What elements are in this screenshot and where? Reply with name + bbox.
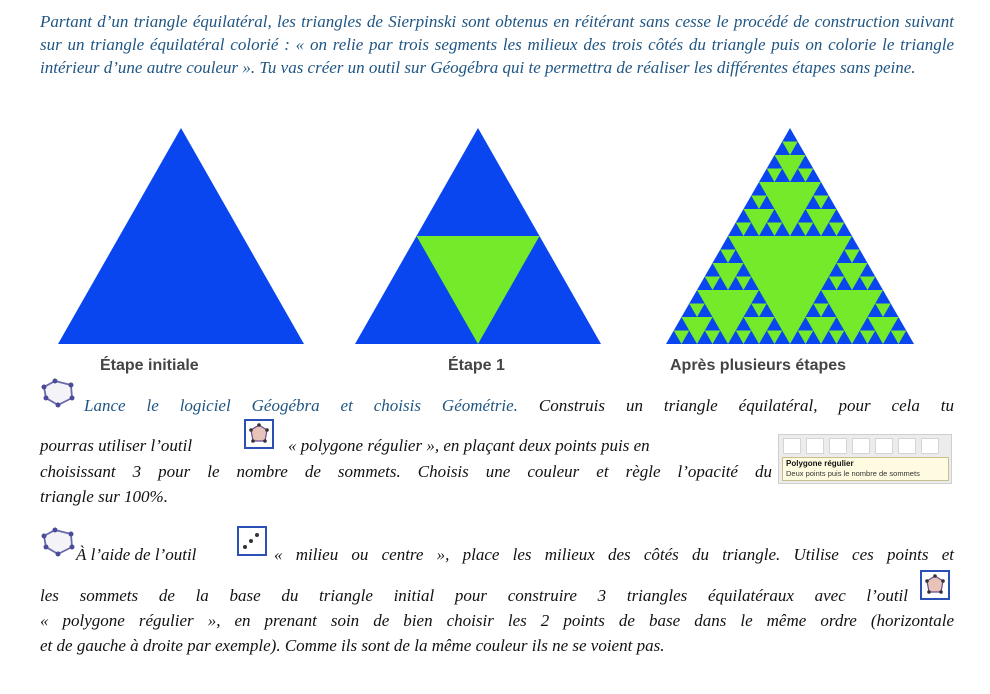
angle-tool-icon[interactable]: [852, 438, 870, 454]
step1-line1-rest: Construis un triangle équilatéral, pour cela tu: [517, 396, 954, 415]
sierpinski-step1-figure: [355, 128, 601, 346]
reflect-tool-icon[interactable]: [875, 438, 893, 454]
step2-line1a: À l’aide de l’outil: [76, 545, 197, 564]
polygon-bullet-icon: [40, 378, 76, 408]
midpoint-tool-icon[interactable]: [237, 526, 267, 556]
regular-polygon-tool-icon[interactable]: [244, 419, 274, 449]
circle-tool-icon[interactable]: [829, 438, 847, 454]
step2-line4: et de gauche à droite par exemple). Comme ils sont de la même couleur ils ne se voient pas.: [40, 636, 665, 655]
caption-many-steps: Après plusieurs étapes: [670, 357, 847, 374]
intro-paragraph: Partant d’un triangle équilatéral, les triangles de Sierpinski sont obtenus en réitérant sans cesse le procédé de construction suivant sur un triangle équilatéral colorié : « on relie par trois segments les milieux des trois côtés du triangle puis on colorie le triangle intérieur d’une autre couleur ». Tu vas créer un outil sur Géogébra qui te permettra de réaliser les différentes étapes sans peine.: [40, 12, 954, 77]
geogebra-toolbar: [778, 434, 952, 484]
regular-polygon-tool-icon-2[interactable]: [920, 570, 950, 600]
step1-line3: choisissant 3 pour le nombre de sommets. Choisis une couleur et règle l’opacité du: [40, 462, 772, 481]
caption-initial: Étape initiale: [100, 357, 199, 374]
step1-launch-text: Lance le logiciel Géogébra et choisis Géométrie.: [84, 396, 518, 415]
step1-line2a: pourras utiliser l’outil: [40, 436, 193, 455]
outer-triangle: [58, 128, 304, 344]
step1-line2b: « polygone régulier », en plaçant deux points puis en: [288, 436, 650, 455]
tooltip-description: Deux points puis le nombre de sommets: [786, 469, 920, 478]
caption-step1: Étape 1: [448, 357, 505, 374]
point-on-object-icon[interactable]: [806, 438, 824, 454]
slider-tool-icon[interactable]: [898, 438, 916, 454]
step1-line1: [84, 396, 954, 416]
step2-line3: « polygone régulier », en prenant soin de bien choisir les 2 points de base dans le même ordre (horizontale: [40, 611, 954, 630]
step2-line1b: « milieu ou centre », place les milieux des côtés du triangle. Utilise ces points et: [274, 545, 954, 564]
step1-line4: triangle sur 100%.: [40, 487, 168, 506]
move-view-icon[interactable]: [921, 438, 939, 454]
sierpinski-initial-figure: [58, 128, 304, 346]
tool-tooltip: [782, 457, 949, 481]
sierpinski-many-steps-figure: [666, 128, 914, 346]
tooltip-title: Polygone régulier: [786, 459, 854, 468]
polygon-tool-icon[interactable]: [783, 438, 801, 454]
polygon-bullet-icon-2: [40, 527, 76, 557]
step2-line2: les sommets de la base du triangle initial pour construire 3 triangles équilatéraux avec l’outil: [40, 586, 908, 605]
